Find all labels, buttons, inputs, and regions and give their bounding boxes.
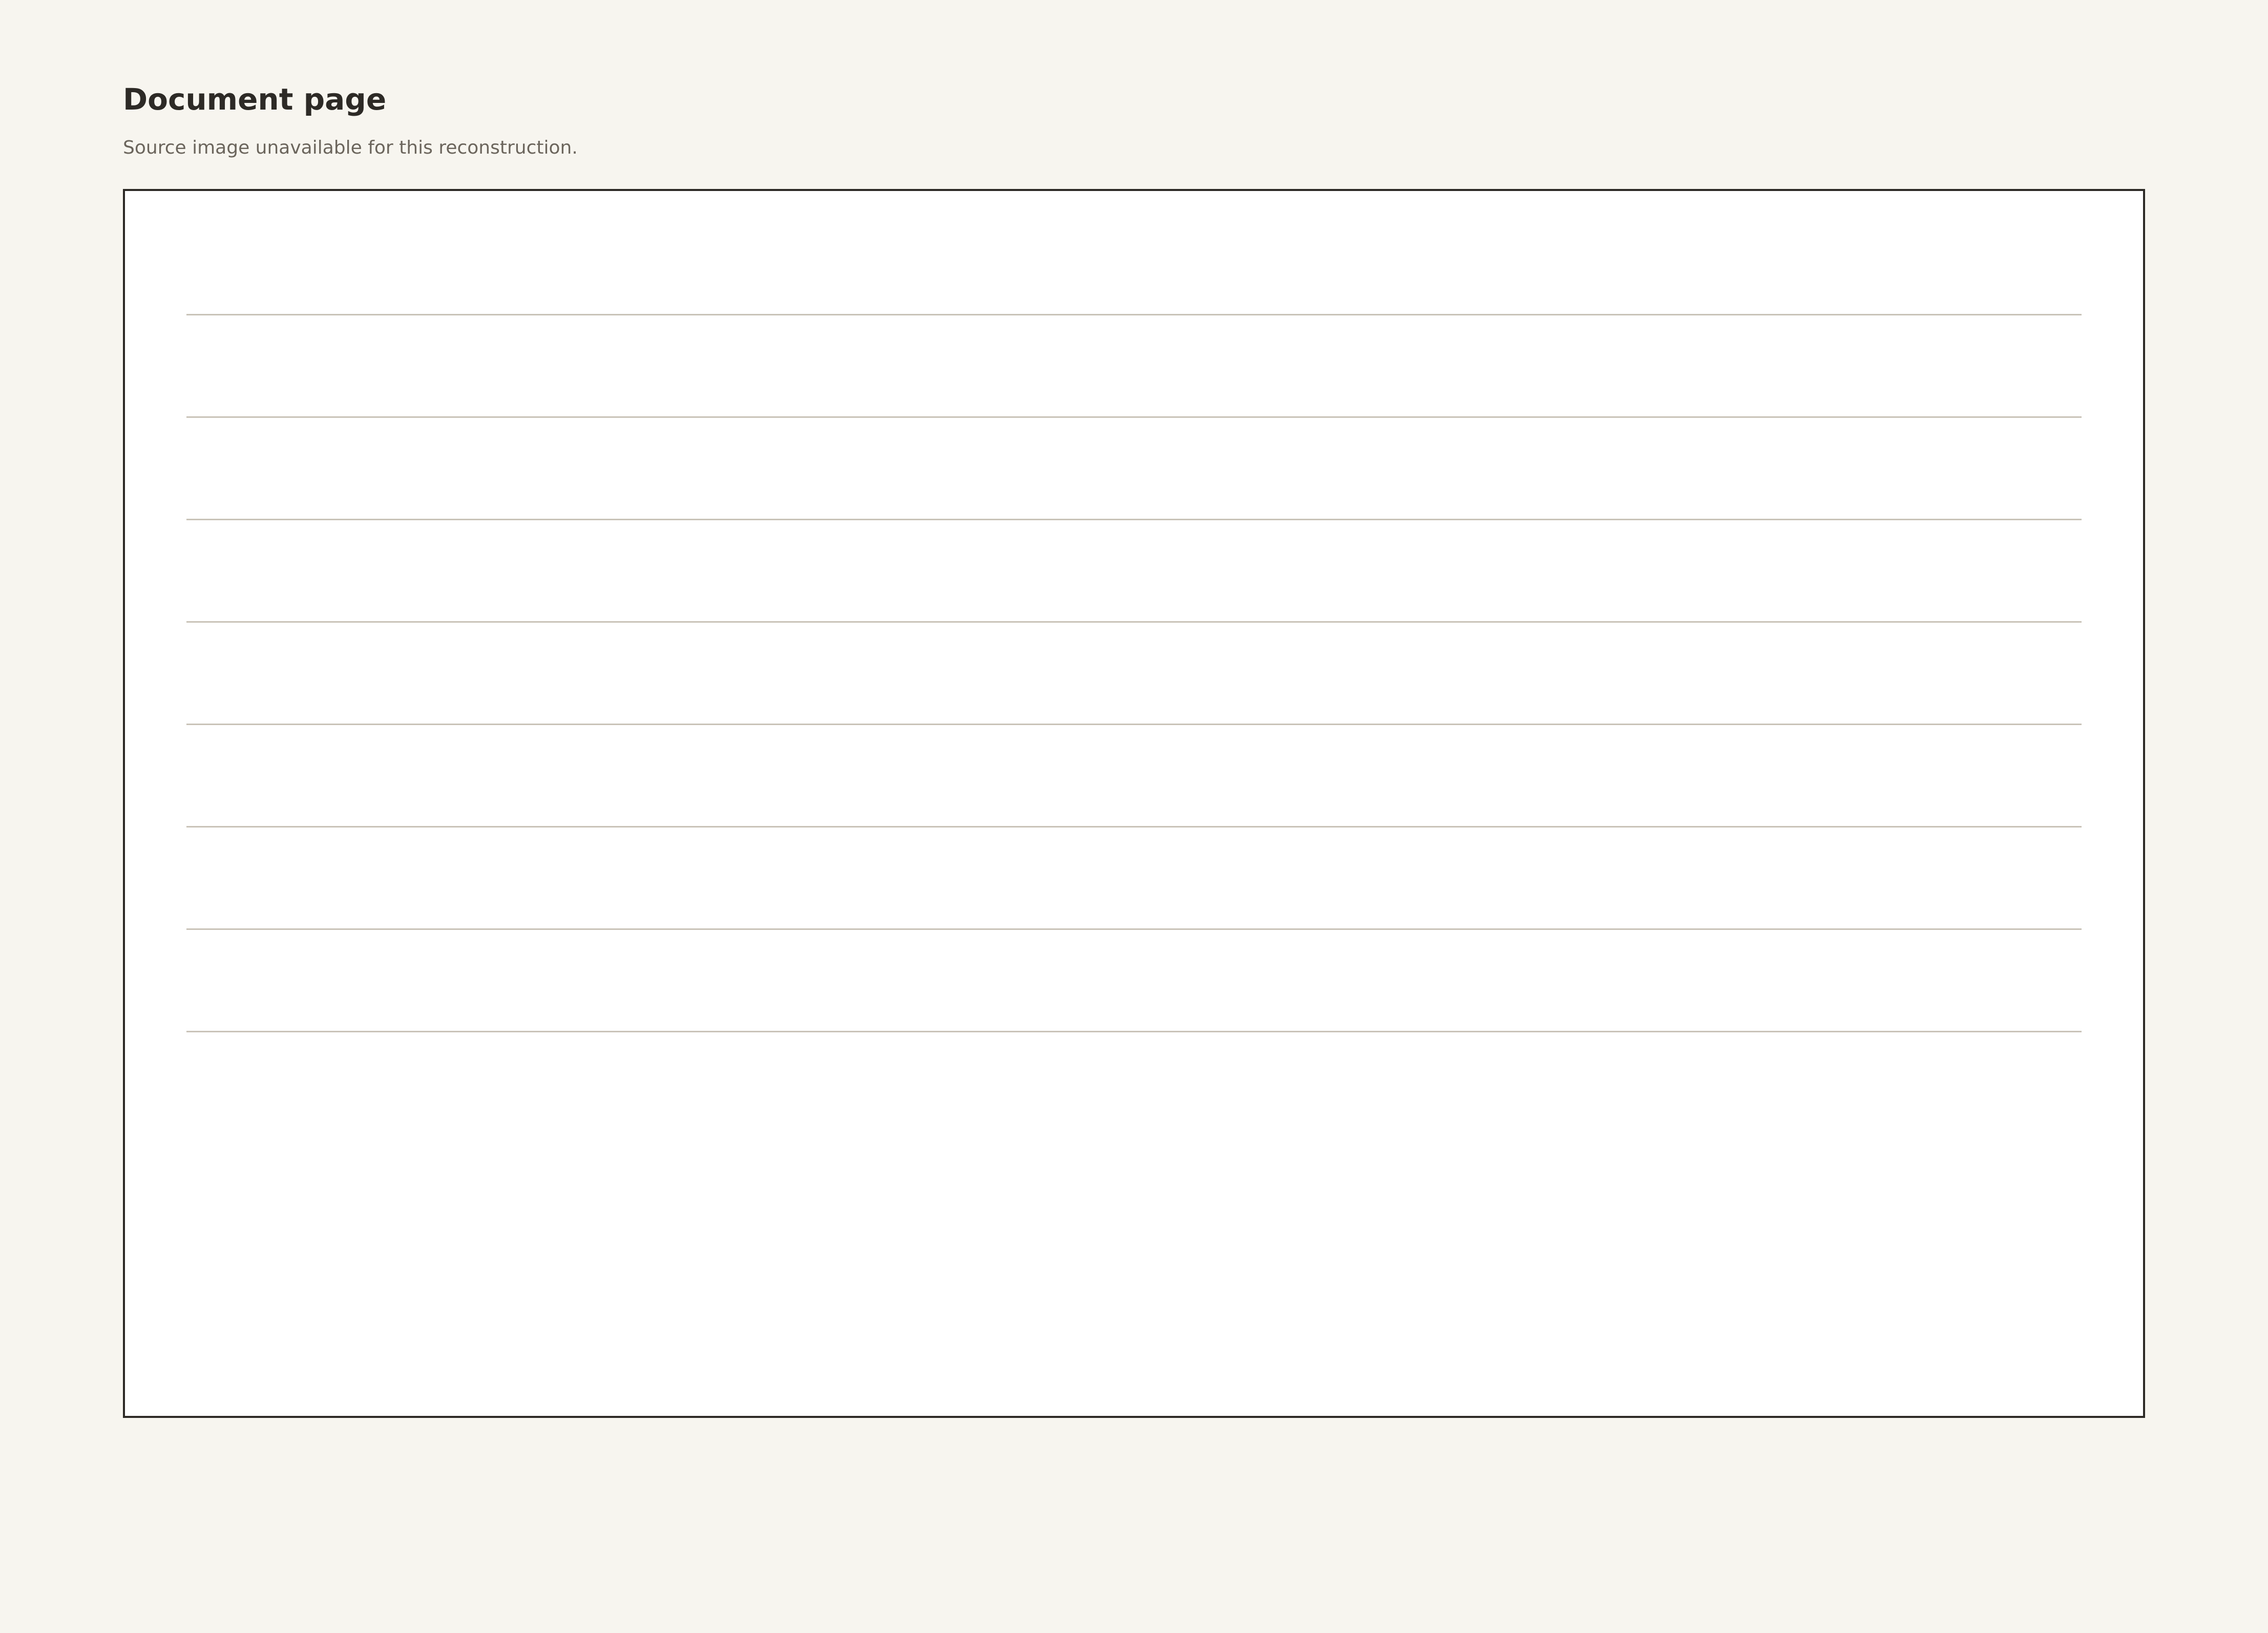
table-row [186, 478, 2082, 520]
table-row [186, 375, 2082, 418]
table-row [186, 785, 2082, 828]
table-row [186, 683, 2082, 725]
availability-note: Source image unavailable for this reconstruction. [123, 137, 578, 158]
table-row [186, 990, 2082, 1032]
table-row [186, 273, 2082, 315]
page-title: Document page [123, 82, 387, 117]
table-row [186, 580, 2082, 623]
table-row [186, 887, 2082, 930]
document-sheet [123, 189, 2145, 1418]
